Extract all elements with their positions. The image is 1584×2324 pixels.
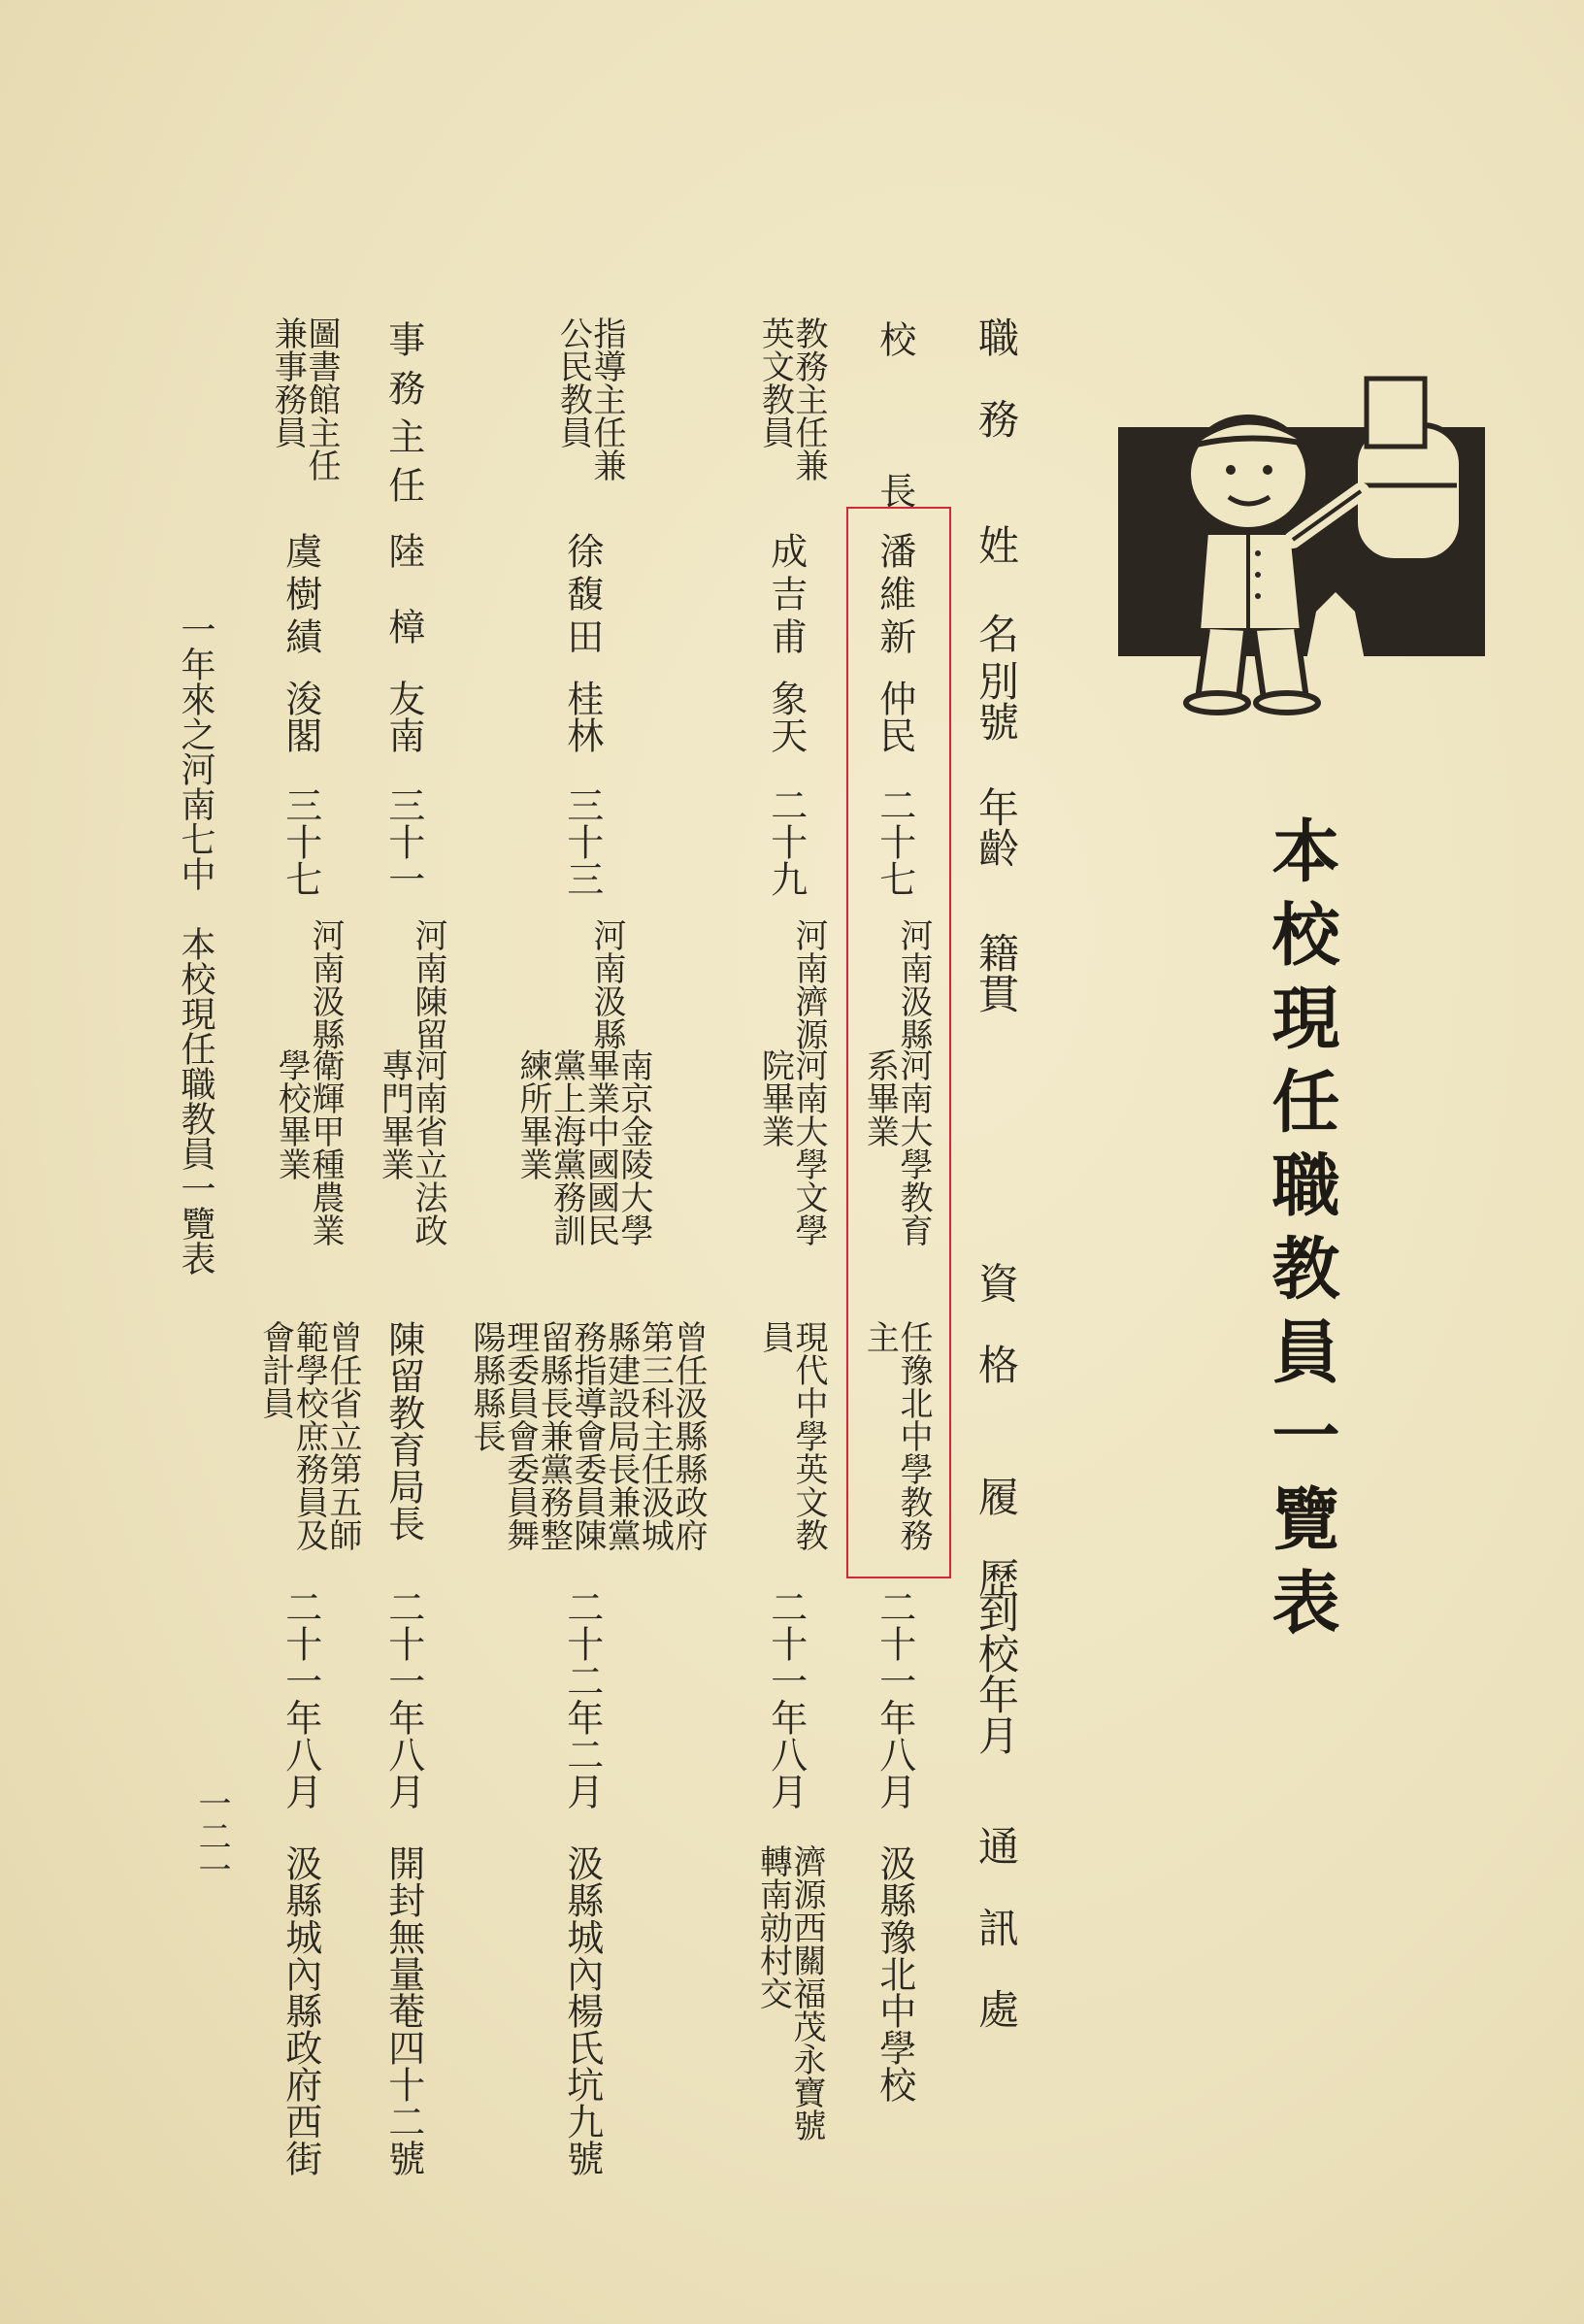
cell-address: 開封無量菴四十二號 xyxy=(381,1844,425,2176)
cell-experience: 曾任省立第五師範學校庶務員及會計員 xyxy=(255,1320,362,1551)
cell-name: 虞樹績 xyxy=(279,532,322,660)
cell-age: 二十九 xyxy=(764,786,808,897)
cell-address: 汲縣城內楊氏坑九號 xyxy=(560,1844,604,2176)
cell-alias: 浚閣 xyxy=(279,680,322,753)
highlight-box xyxy=(846,507,951,1578)
cell-alias: 象天 xyxy=(764,680,808,753)
cell-arrival: 二十一年八月 xyxy=(381,1588,425,1809)
cell-name: 成吉甫 xyxy=(764,532,808,660)
cell-name: 陸樟 xyxy=(381,532,425,683)
cell-position: 教務主任兼英文教員 xyxy=(755,316,828,481)
cell-age: 三十七 xyxy=(279,786,322,897)
page-number: 一二一 xyxy=(192,1786,231,1885)
cell-alias: 桂林 xyxy=(560,680,604,753)
cell-age: 二十七 xyxy=(873,786,916,897)
header-age: 年齡 xyxy=(973,786,1020,868)
cell-alias: 仲民 xyxy=(873,680,916,753)
cell-address: 汲縣城內縣政府西街 xyxy=(279,1844,322,2176)
cell-qualification: 河南大學教育系畢業 xyxy=(860,1048,933,1246)
cell-native-place: 河南汲縣 xyxy=(587,918,626,1050)
cell-native-place: 河南濟源 xyxy=(789,918,828,1050)
header-qualification: 資 格 xyxy=(973,1262,1020,1384)
cell-native-place: 河南汲縣 xyxy=(894,918,933,1050)
cell-position: 指導主任兼公民教員 xyxy=(553,316,626,481)
page-title: 本校現任職教員一覽表 xyxy=(1261,815,1341,1650)
cell-position: 事務主任 xyxy=(381,320,425,515)
header-address: 通 訊 處 xyxy=(973,1825,1020,2029)
cell-qualification: 衛輝甲種農業學校畢業 xyxy=(272,1048,345,1246)
running-footer: 一年來之河南七中 本校現任職教員一覽表 xyxy=(176,612,215,1276)
mailbox-boy-illustration xyxy=(1112,369,1491,718)
cell-experience: 任豫北中學教務主 xyxy=(860,1320,933,1551)
cell-name: 潘維新 xyxy=(873,532,916,660)
cell-position: 圖書館主任兼事務員 xyxy=(268,316,341,481)
header-name: 姓 名 xyxy=(973,524,1020,653)
header-arrival: 到校年月 xyxy=(973,1592,1020,1755)
cell-qualification: 河南大學文學院畢業 xyxy=(755,1048,828,1246)
cell-position: 校 長 xyxy=(873,320,916,548)
cell-experience: 曾任汲縣縣政府第三科主任汲城縣建設局長兼黨務指導會委員陳留縣長兼黨務整理委員會委員舞陽縣縣長 xyxy=(466,1320,708,1551)
cell-experience: 陳留教育局長 xyxy=(381,1320,425,1542)
header-alias: 別號 xyxy=(973,660,1020,742)
cell-qualification: 河南省立法政專門畢業 xyxy=(375,1048,447,1246)
header-native-place: 籍貫 xyxy=(973,932,1020,1013)
cell-qualification: 南京金陵大學畢業中國國民黨上海黨務訓練所畢業 xyxy=(512,1048,653,1246)
cell-native-place: 河南汲縣 xyxy=(306,918,345,1050)
header-experience: 履 歷 xyxy=(973,1476,1020,1598)
header-position: 職 務 xyxy=(973,316,1020,439)
cell-native-place: 河南陳留 xyxy=(409,918,447,1050)
cell-arrival: 二十二年二月 xyxy=(560,1588,604,1809)
cell-arrival: 二十一年八月 xyxy=(873,1588,916,1809)
cell-address: 濟源西關福茂永寶號轉南勍村交 xyxy=(753,1844,826,2141)
cell-age: 三十一 xyxy=(381,786,425,897)
cell-arrival: 二十一年八月 xyxy=(279,1588,322,1809)
cell-arrival: 二十一年八月 xyxy=(764,1588,808,1809)
cell-age: 三十三 xyxy=(560,786,604,897)
cell-name: 徐馥田 xyxy=(560,532,604,660)
cell-address: 汲縣豫北中學校 xyxy=(873,1844,916,2103)
cell-alias: 友南 xyxy=(381,680,425,753)
cell-experience: 現代中學英文教員 xyxy=(755,1320,828,1551)
